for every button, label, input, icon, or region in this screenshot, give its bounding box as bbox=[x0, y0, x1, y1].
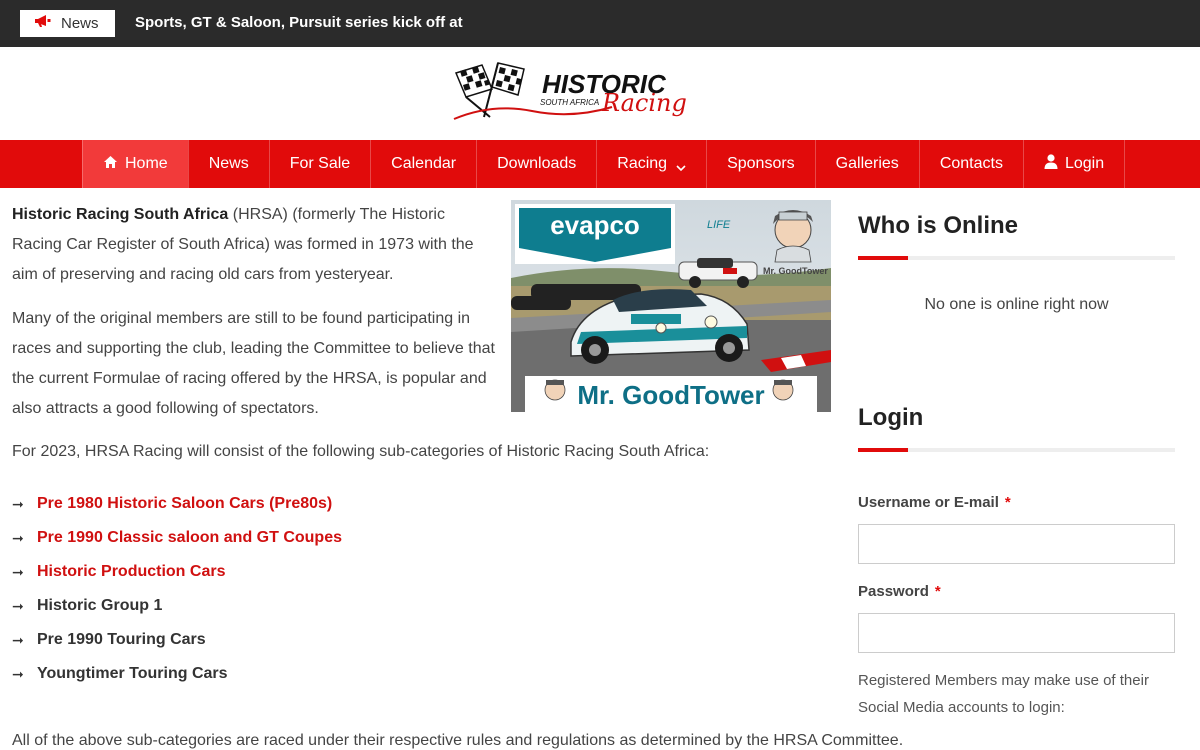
social-login-note: Registered Members may make use of their Social Media accounts to login: bbox=[858, 672, 1149, 716]
username-label bbox=[858, 494, 1011, 511]
svg-text:Racing: Racing bbox=[602, 89, 687, 117]
intro-paragraph bbox=[12, 200, 497, 290]
intro-text: (HRSA) (formerly The Historic Racing Car Register of South Africa) was formed in 1973 with the aim of preserving and racing old cars from yesteryear. bbox=[12, 206, 474, 283]
nav-home[interactable] bbox=[82, 140, 188, 188]
svg-text:Mr. GoodTower: Mr. GoodTower bbox=[577, 380, 765, 410]
arrow-right-icon: ➞ bbox=[12, 631, 24, 648]
arrow-right-icon: ➞ bbox=[12, 529, 24, 546]
online-status-text: No one is online right now bbox=[924, 296, 1109, 313]
list-item bbox=[12, 657, 342, 691]
home-icon bbox=[103, 155, 118, 174]
title-divider bbox=[858, 448, 1175, 452]
username-input[interactable] bbox=[858, 524, 1175, 564]
password-label-text: Password bbox=[858, 583, 929, 600]
who-is-online-widget bbox=[858, 212, 1175, 314]
category-link[interactable]: Pre 1990 Classic saloon and GT Coupes bbox=[37, 529, 342, 546]
list-item[interactable] bbox=[12, 487, 342, 521]
intro-bold-name: Historic Racing South Africa bbox=[12, 206, 229, 223]
nav-downloads[interactable] bbox=[476, 140, 596, 188]
category-label: Youngtimer Touring Cars bbox=[37, 665, 228, 682]
login-widget bbox=[858, 404, 1175, 452]
svg-text:LIFE: LIFE bbox=[707, 219, 731, 231]
svg-text:evapco: evapco bbox=[550, 210, 640, 240]
nav-news-label: News bbox=[208, 155, 249, 172]
arrow-right-icon: ➞ bbox=[12, 665, 24, 682]
sidebar bbox=[858, 200, 1175, 716]
main-nav bbox=[0, 140, 1200, 188]
svg-text:HISTORIC: HISTORIC bbox=[542, 69, 666, 99]
megaphone-icon bbox=[34, 14, 52, 33]
svg-text:Mr. GoodTower: Mr. GoodTower bbox=[763, 266, 828, 276]
mascot-icon bbox=[773, 210, 813, 262]
main-content bbox=[12, 200, 832, 420]
required-marker: * bbox=[934, 583, 941, 600]
nav-racing[interactable] bbox=[596, 140, 706, 188]
nav-login-label: Login bbox=[1064, 155, 1105, 172]
list-item bbox=[12, 623, 342, 657]
nav-calendar[interactable] bbox=[370, 140, 476, 188]
username-label-text: Username or E-mail bbox=[858, 494, 999, 511]
chevron-down-icon bbox=[676, 161, 686, 175]
history-paragraph: Many of the original members are still to be found participating in races and supporting the club, leading the Committee to believe that the current Formulae of racing offered by the HRSA, is popular and also attracts a good following of spectators. bbox=[12, 310, 495, 417]
site-logo[interactable] bbox=[452, 59, 704, 125]
password-input[interactable] bbox=[858, 613, 1175, 653]
nav-sponsors-label: Sponsors bbox=[727, 155, 795, 172]
nav-news[interactable] bbox=[188, 140, 269, 188]
category-link[interactable]: Pre 1980 Historic Saloon Cars (Pre80s) bbox=[37, 495, 333, 512]
categories-intro: For 2023, HRSA Racing will consist of the following sub-categories of Historic Racing South Africa: bbox=[12, 443, 710, 460]
evapco-logo bbox=[515, 204, 675, 264]
truncated-paragraph: All of the above sub-categories are raced under their respective rules and regulations as determined by the HRSA Committee. bbox=[12, 732, 904, 749]
nav-galleries[interactable] bbox=[815, 140, 919, 188]
nav-contacts[interactable] bbox=[919, 140, 1023, 188]
list-item[interactable] bbox=[12, 521, 342, 555]
ticker-headline[interactable]: Sports, GT & Saloon, Pursuit series kick off at bbox=[135, 14, 463, 31]
category-label: Historic Group 1 bbox=[37, 597, 163, 614]
login-title: Login bbox=[858, 404, 924, 431]
nav-contacts-label: Contacts bbox=[939, 155, 1003, 172]
nav-home-label: Home bbox=[125, 155, 168, 172]
category-link[interactable]: Historic Production Cars bbox=[37, 563, 226, 580]
list-item bbox=[12, 589, 342, 623]
categories-list bbox=[12, 487, 342, 691]
who-is-online-title: Who is Online bbox=[858, 212, 1018, 239]
site-header bbox=[0, 47, 1200, 140]
sponsor-advert[interactable] bbox=[511, 200, 831, 412]
arrow-right-icon: ➞ bbox=[12, 597, 24, 614]
nav-racing-label: Racing bbox=[617, 155, 668, 172]
nav-sponsors[interactable] bbox=[706, 140, 815, 188]
list-item[interactable] bbox=[12, 555, 342, 589]
nav-calendar-label: Calendar bbox=[391, 155, 457, 172]
news-ticker-bar bbox=[0, 0, 1200, 47]
nav-login[interactable] bbox=[1023, 140, 1125, 188]
nav-for-sale-label: For Sale bbox=[289, 155, 351, 172]
arrow-right-icon: ➞ bbox=[12, 563, 24, 580]
nav-for-sale[interactable] bbox=[269, 140, 370, 188]
news-badge[interactable] bbox=[20, 10, 115, 37]
password-label bbox=[858, 583, 941, 600]
title-divider bbox=[858, 256, 1175, 260]
user-icon bbox=[1044, 154, 1058, 174]
news-badge-label: News bbox=[61, 15, 99, 32]
svg-text:SOUTH AFRICA: SOUTH AFRICA bbox=[540, 98, 600, 107]
category-label: Pre 1990 Touring Cars bbox=[37, 631, 206, 648]
required-marker: * bbox=[1004, 494, 1011, 511]
nav-downloads-label: Downloads bbox=[497, 155, 577, 172]
nav-galleries-label: Galleries bbox=[835, 155, 899, 172]
arrow-right-icon: ➞ bbox=[12, 495, 24, 512]
